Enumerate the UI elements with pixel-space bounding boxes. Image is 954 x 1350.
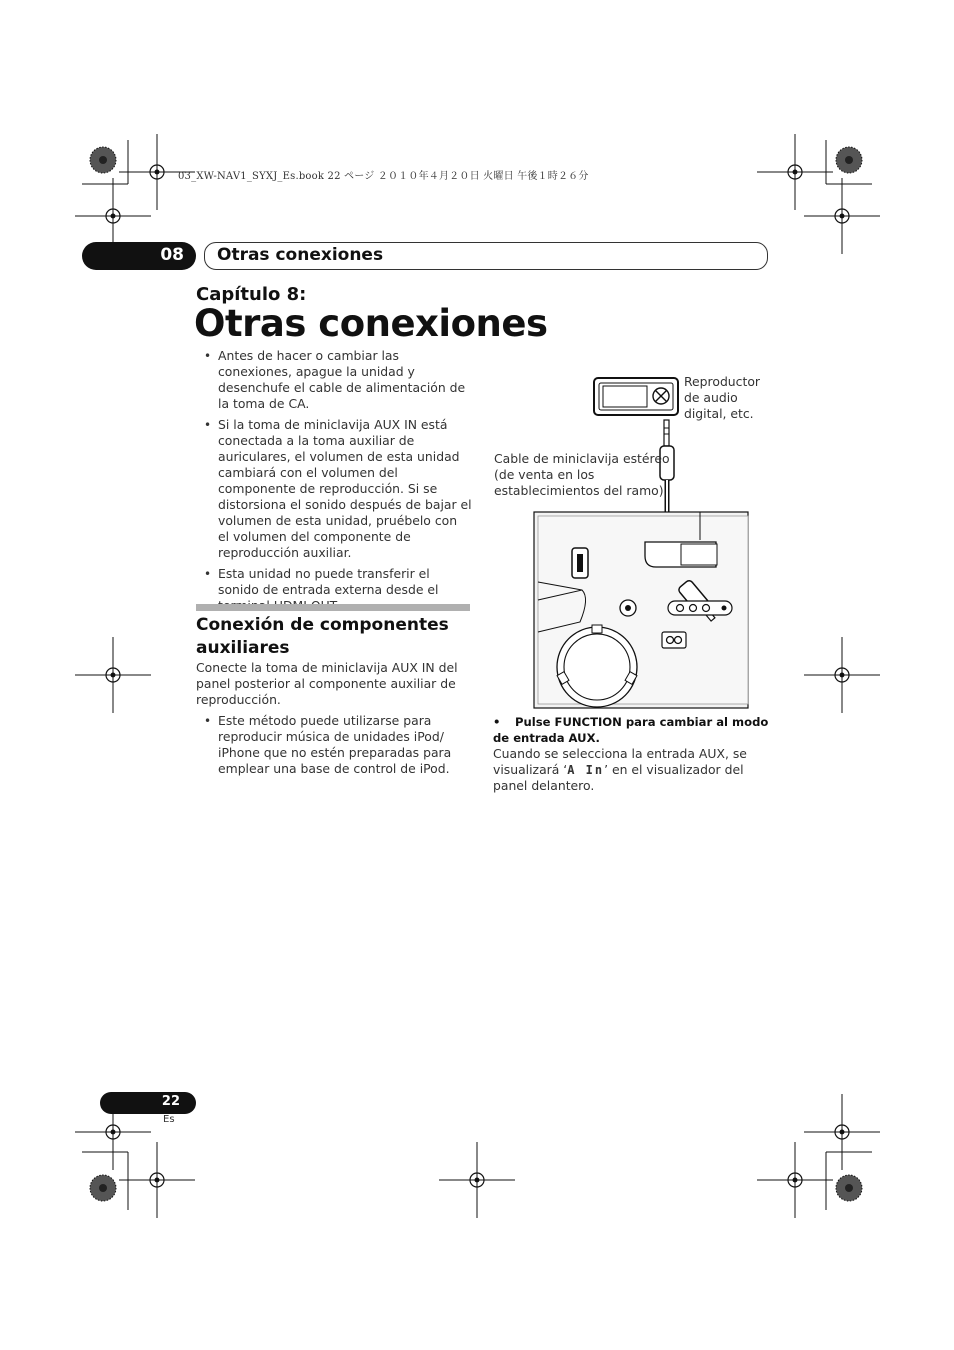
print-info: 03_XW-NAV1_SYXJ_Es.book 22 ページ ２０１０年４月２０日 火曜日 午後１時２６分 [178, 171, 589, 182]
page-number-badge [100, 1092, 196, 1114]
section-divider [196, 604, 470, 611]
chapter-number-badge [82, 242, 196, 270]
step-instruction-text: Pulse FUNCTION para cambiar al modo de entrada AUX. [493, 715, 769, 745]
audio-player-illustration [594, 378, 678, 415]
cable-label: Cable de miniclavija estéreo (de venta en los establecimientos del ramo) [494, 451, 670, 498]
chapter-label: Capítulo 8: [196, 284, 307, 305]
step-instruction [493, 714, 779, 746]
running-header [204, 242, 768, 270]
step-bullet: • [493, 715, 501, 729]
chapter-number: 08 [160, 245, 184, 265]
display-indicator: A In [567, 763, 605, 777]
section-heading: Conexión de componentes auxiliares [196, 615, 449, 658]
language-code: Es [163, 1114, 175, 1125]
page-number: 22 [161, 1094, 180, 1109]
section-list [196, 713, 472, 782]
audio-player-label: Reproductor de audio digital, etc. [684, 374, 761, 421]
step-description: Cuando se selecciona la entrada AUX, se visualizará ‘A In’ en el visualizador del panel delantero. [493, 746, 747, 793]
running-header-title: Otras conexiones [217, 245, 384, 265]
page-title: Otras conexiones [194, 302, 548, 345]
list-item: • Esta unidad no puede transferir el sonido de entrada externa desde el [204, 566, 439, 597]
section-paragraph: Conecte la toma de miniclavija AUX IN del panel posterior al componente auxiliar de reproducción. [196, 660, 458, 707]
intro-list [196, 348, 472, 619]
unit-rear-panel [534, 512, 748, 708]
list-item: • Antes de hacer o cambiar las conexiones, apague la unidad y desenchufe el cable de alimentación de la toma de CA. [204, 348, 466, 411]
list-item: • Si la toma de miniclavija AUX IN está conectada a la toma auxiliar de auriculares, el volumen de esta unidad cambiará con el volumen del componente de reproducción. Si se distorsiona el sonido después de bajar el volumen de esta unidad, pruébelo con el volumen del componente de reproducción auxiliar. [204, 417, 472, 560]
list-item: • Este método puede utilizarse para reproducir música de unidades iPod/ iPhone que no estén preparadas para emplear una base de control de iPod. [204, 713, 452, 776]
